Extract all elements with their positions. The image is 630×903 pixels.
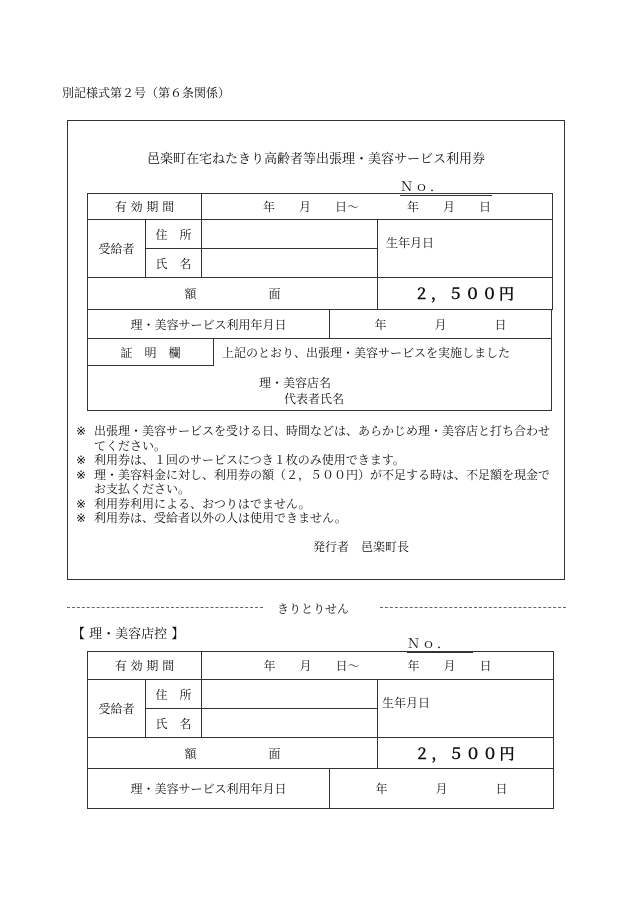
stub-address-label: 住 所	[146, 680, 202, 709]
shop-signature-area	[88, 366, 552, 411]
stub-validity-label: 有 効 期 間	[88, 652, 202, 680]
note-mark: ※	[76, 424, 87, 438]
cut-line-left	[67, 607, 263, 608]
shop-name-label: 理・美容店名	[259, 376, 332, 390]
ticket-table	[87, 193, 553, 310]
note-mark: ※	[76, 496, 87, 511]
stub-table-lower	[87, 768, 554, 809]
stub-usage-date-label: 理・美容サービス利用年月日	[88, 769, 330, 809]
amount-label: 額 面	[88, 278, 378, 310]
certification-label: 証 明 欄	[88, 339, 214, 366]
cut-line-label: きりとりせん	[277, 602, 350, 616]
stub-table	[87, 651, 554, 769]
recipient-label: 受給者	[88, 220, 146, 278]
note-item: ※ 出張理・美容サービスを受ける日、時間などは、あらかじめ理・美容店と打ち合わせてください。	[76, 424, 551, 453]
issuer: 発行者 邑楽町長	[313, 540, 410, 554]
name-field[interactable]	[202, 249, 378, 278]
stub-recipient-label: 受給者	[88, 680, 146, 738]
ticket-title: 邑楽町在宅ねたきり高齢者等出張理・美容サービス利用券	[146, 152, 485, 167]
usage-date-label: 理・美容サービス利用年月日	[88, 310, 330, 339]
certification-text: 上記のとおり、出張理・美容サービスを実施しました	[214, 339, 552, 366]
validity-value: 年 月 日～ 年 月 日	[202, 194, 553, 220]
validity-label: 有 効 期 間	[88, 194, 202, 220]
stub-name-label: 氏 名	[146, 709, 202, 738]
address-label: 住 所	[146, 220, 202, 249]
stub-address-field[interactable]	[202, 680, 378, 709]
note-item: ※ 利用券は、１回のサービスにつき１枚のみ使用できます。	[76, 453, 405, 467]
stub-amount-label: 額 面	[88, 738, 378, 769]
stub-number-label: Ｎｏ．	[407, 633, 473, 653]
stub-title: 【 理・美容店控 】	[72, 627, 185, 642]
ticket-number-label: Ｎｏ．	[400, 176, 492, 196]
stub-birthdate-label: 生年月日	[378, 680, 554, 738]
certification-table	[87, 338, 552, 411]
form-reference: 別記様式第２号（第６条関係）	[62, 86, 231, 100]
ticket-table-lower	[87, 309, 552, 339]
usage-date-value: 年 月 日	[330, 310, 552, 339]
stub-validity-value: 年 月 日～ 年 月 日	[202, 652, 554, 680]
cut-line-right	[380, 607, 566, 608]
note-mark: ※	[76, 511, 87, 525]
note-item: ※ 利用券は、受給者以外の人は使用できません。	[76, 511, 347, 525]
stub-amount-value: ２，５００円	[378, 738, 554, 769]
birthdate-label: 生年月日	[378, 220, 553, 278]
stub-name-field[interactable]	[202, 709, 378, 738]
note-mark: ※	[76, 467, 87, 482]
note-mark: ※	[76, 453, 87, 467]
amount-value: ２，５００円	[378, 278, 553, 310]
note-item: ※ 理・美容料金に対し、利用券の額（２，５００円）が不足する時は、不足額を現金でお支払ください。	[76, 467, 551, 496]
notes-list	[76, 424, 556, 526]
name-label: 氏 名	[146, 249, 202, 278]
address-field[interactable]	[202, 220, 378, 249]
stub-usage-date-value: 年 月 日	[330, 769, 554, 809]
note-item: ※ 利用券利用による、おつりはでません。	[76, 496, 311, 511]
representative-name-label: 代表者氏名	[284, 392, 345, 406]
